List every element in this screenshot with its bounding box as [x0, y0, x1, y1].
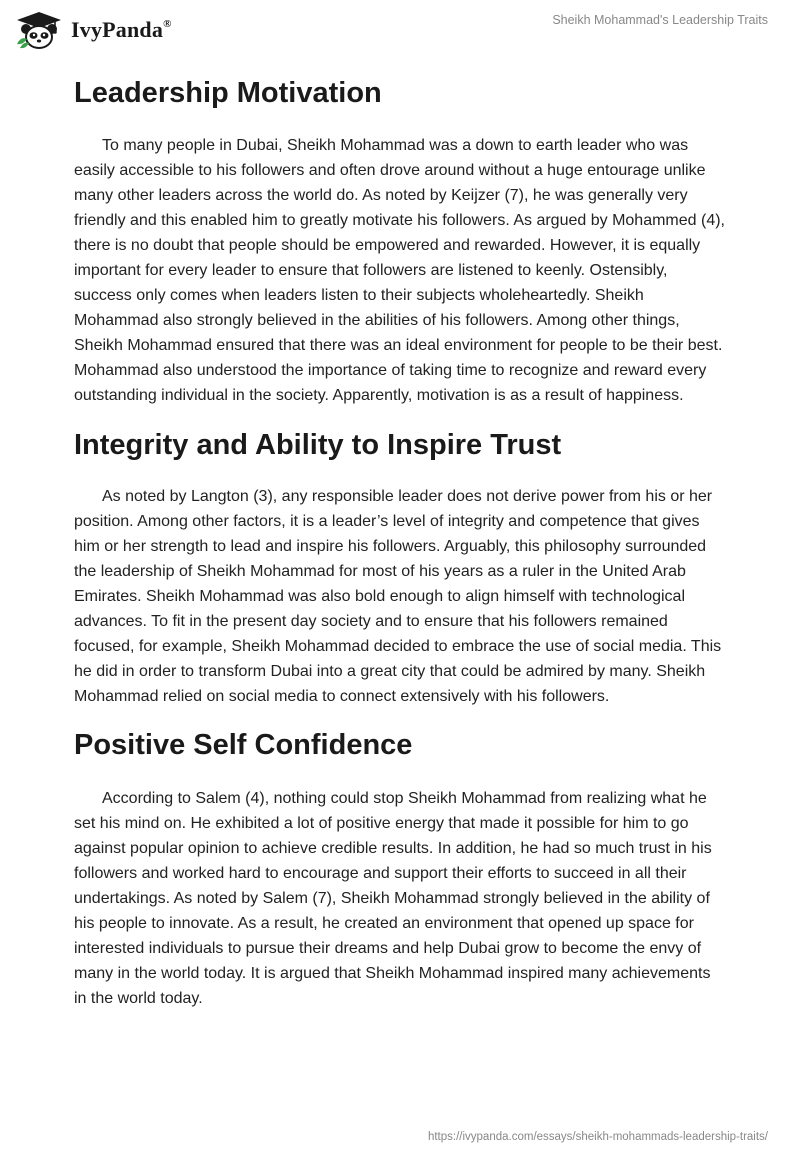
section-leadership-motivation: [74, 73, 726, 408]
source-url-link[interactable]: https://ivypanda.com/essays/sheikh-mohammads-leadership-traits/: [427, 1131, 768, 1143]
brand-logo[interactable]: [14, 10, 172, 50]
section-heading: Integrity and Ability to Inspire Trust: [74, 429, 562, 461]
registered-mark: ®: [163, 17, 172, 30]
section-heading: Positive Self Confidence: [74, 729, 413, 761]
section-integrity-trust: [74, 425, 726, 709]
brand-name: IvyPanda®: [71, 17, 172, 42]
section-paragraph: As noted by Langton (3), any responsible leader does not derive power from his or her position. Among other factors, it is a leader’s level of integrity and competence that gives him or her strength to lead and inspire his followers. Arguably, this philosophy surrounded the leadership of Sheikh Mohammad for most of his years as a ruler in the United Arab Emirates. Sheikh Mohammad was also bold enough to align himself with technological advances. To fit in the present day society and to ensure that his followers remained focused, for example, Sheikh Mohammad decided to embrace the use of social media. This he did in order to transform Dubai into a great city that could be admired by many. Sheikh Mohammad relied on social media to connect extensively with his followers.: [74, 488, 722, 705]
section-heading: Leadership Motivation: [74, 77, 382, 109]
document-title: Sheikh Mohammad's Leadership Traits: [552, 13, 768, 27]
section-paragraph: According to Salem (4), nothing could stop Sheikh Mohammad from realizing what he set his mind on. He exhibited a lot of positive energy that made it possible for him to go against popular opinion to achieve credible results. In addition, he had so much trust in his followers and worked hard to encourage and support their efforts to succeed in all their undertakings. As noted by Salem (7), Sheikh Mohammad strongly believed in the ability of his people to innovate. As a result, he created an environment that opened up space for interested individuals to pursue their dreams and help Dubai grow to become the envy of many in the world today. It is argued that Sheikh Mohammad inspired many achievements in the world today.: [74, 790, 712, 1007]
panda-graduate-icon: [14, 10, 64, 50]
section-paragraph: To many people in Dubai, Sheikh Mohammad was a down to earth leader who was easily accessible to his followers and often drove around without a huge entourage unlike many other leaders across the world do. As noted by Keijzer (7), he was generally very friendly and this enabled him to greatly motivate his followers. As argued by Mohammed (4), there is no doubt that people should be empowered and rewarded. However, it is equally important for every leader to ensure that followers are listened to keenly. Ostensibly, success only comes when leaders listen to their subjects wholeheartedly. Sheikh Mohammad also strongly believed in the abilities of his followers. Among other things, Sheikh Mohammad ensured that there was an ideal environment for people to be their best. Mohammad also understood the importance of taking time to recognize and reward every outstanding individual in the society. Apparently, motivation is as a result of happiness.: [74, 137, 725, 404]
page-header: [0, 0, 800, 60]
article-body: [74, 70, 726, 1011]
section-self-confidence: [74, 725, 726, 1011]
